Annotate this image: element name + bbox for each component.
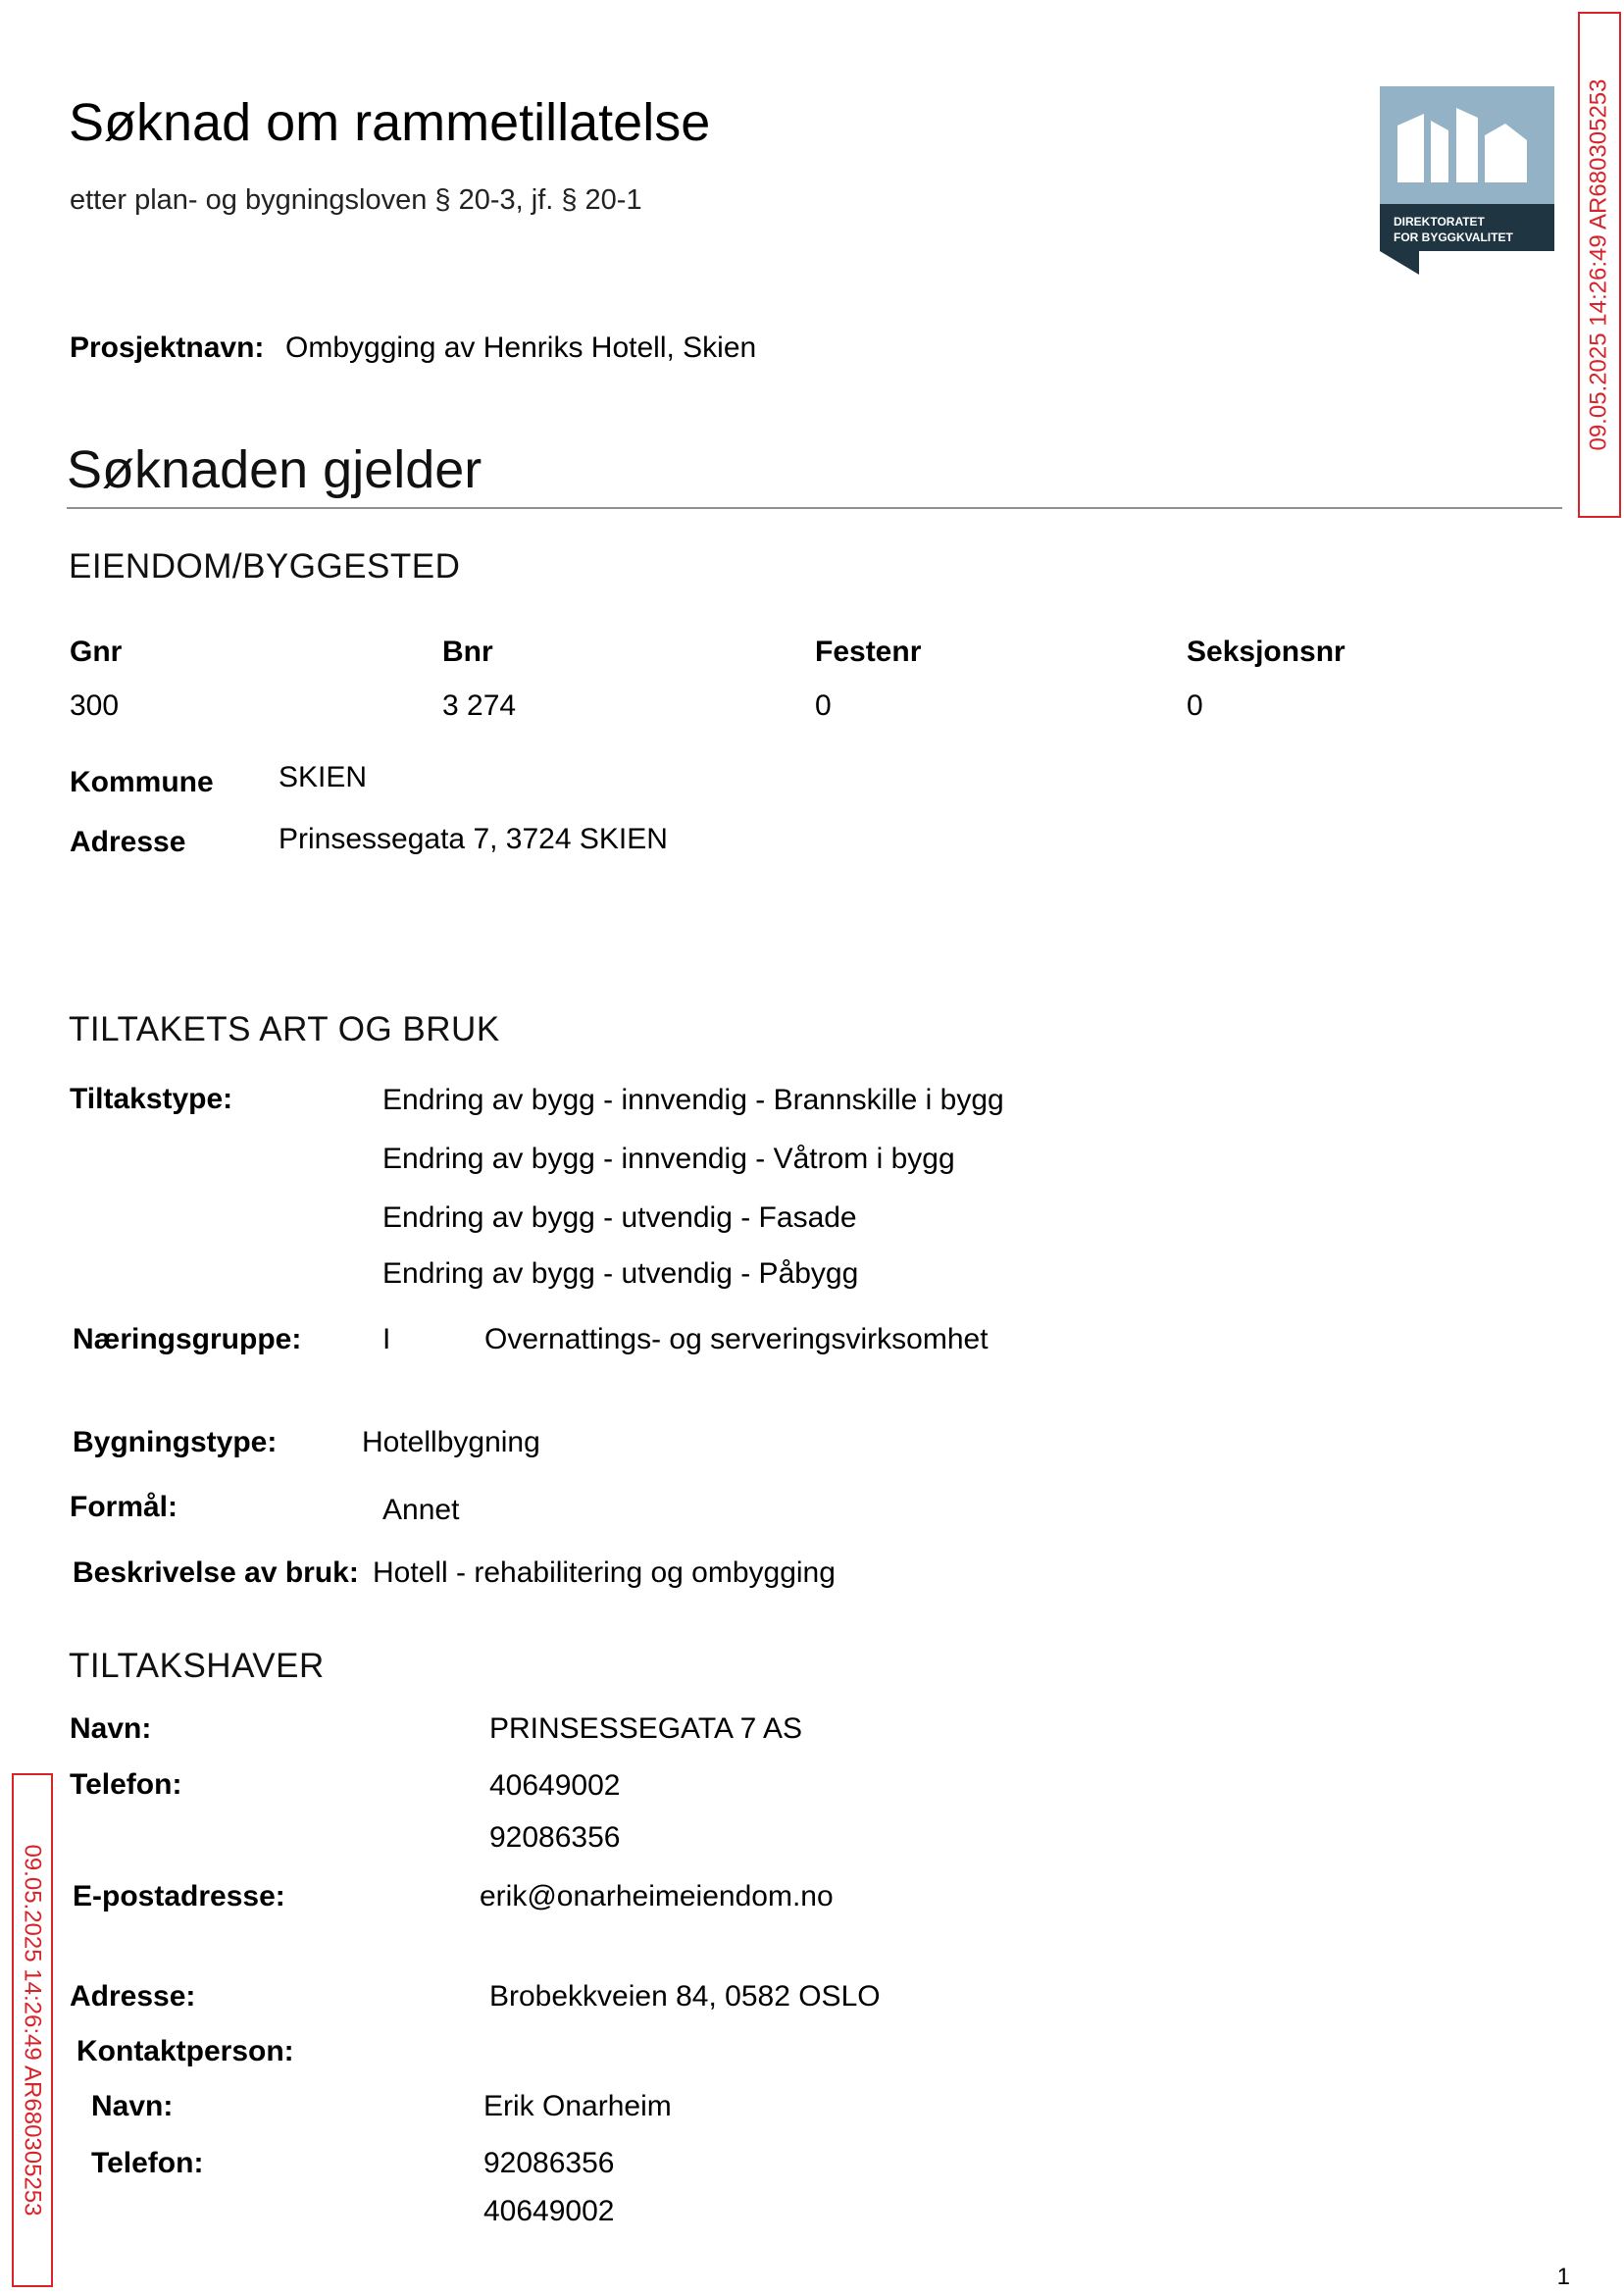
bygningstype-value: Hotellbygning	[362, 1426, 540, 1458]
tiltakstype-label: Tiltakstype:	[70, 1083, 233, 1115]
adresse-value: Prinsessegata 7, 3724 SKIEN	[279, 823, 668, 855]
eiendom-heading: EIENDOM/BYGGESTED	[69, 547, 461, 586]
bygningstype-label: Bygningstype:	[73, 1426, 278, 1458]
epost-value: erik@onarheimeiendom.no	[480, 1880, 834, 1912]
project-name-value: Ombygging av Henriks Hotell, Skien	[285, 331, 757, 364]
logo-text-1: DIREKTORATET	[1394, 215, 1485, 229]
tiltakshaver-navn-label: Navn:	[70, 1712, 152, 1745]
section-divider	[67, 507, 1562, 509]
section-heading: Søknaden gjelder	[67, 440, 482, 499]
beskrivelse-label: Beskrivelse av bruk:	[73, 1556, 359, 1589]
bnr-value: 3 274	[442, 689, 517, 722]
adresse-label: Adresse	[70, 826, 186, 858]
tiltak-heading: TILTAKETS ART OG BRUK	[69, 1010, 500, 1048]
gnr-value: 300	[70, 689, 120, 722]
formal-label: Formål:	[70, 1491, 178, 1523]
festenr-label: Festenr	[815, 636, 922, 668]
tiltakstype-item: Endring av bygg - utvendig - Fasade	[382, 1201, 857, 1234]
kontakt-telefon-value: 92086356	[483, 2147, 615, 2179]
dibk-logo	[1380, 86, 1554, 275]
tiltakshaver-heading: TILTAKSHAVER	[69, 1647, 325, 1685]
beskrivelse-value: Hotell - rehabilitering og ombygging	[373, 1556, 836, 1589]
kommune-value: SKIEN	[279, 761, 368, 793]
naeringsgruppe-label: Næringsgruppe:	[73, 1323, 302, 1355]
naeringsgruppe-code: I	[382, 1323, 391, 1355]
formal-value: Annet	[382, 1494, 460, 1526]
document-subtitle: etter plan- og bygningsloven § 20-3, jf. § 20-1	[70, 184, 642, 216]
festenr-value: 0	[815, 689, 832, 722]
kontakt-navn-label: Navn:	[91, 2090, 174, 2122]
seksjonsnr-value: 0	[1187, 689, 1203, 722]
tiltakstype-item: Endring av bygg - innvendig - Brannskille i bygg	[382, 1084, 1004, 1116]
document-title: Søknad om rammetillatelse	[69, 93, 711, 152]
tiltakshaver-telefon-value: 92086356	[489, 1821, 621, 1854]
kontakt-telefon-label: Telefon:	[91, 2147, 204, 2179]
bnr-label: Bnr	[442, 636, 493, 668]
naeringsgruppe-value: Overnattings- og serveringsvirksomhet	[484, 1323, 989, 1355]
tiltakshaver-telefon-value: 40649002	[489, 1769, 621, 1802]
tiltakstype-item: Endring av bygg - utvendig - Påbygg	[382, 1257, 859, 1290]
gnr-label: Gnr	[70, 636, 123, 668]
kontakt-navn-value: Erik Onarheim	[483, 2090, 672, 2122]
tiltakshaver-adresse-value: Brobekkveien 84, 0582 OSLO	[489, 1980, 881, 2013]
tiltakshaver-telefon-label: Telefon:	[70, 1768, 182, 1801]
tiltakshaver-adresse-label: Adresse:	[70, 1980, 196, 2013]
timestamp-stamp-left: 09.05.2025 14:26:49 AR680305253	[12, 1773, 53, 2287]
page-number: 1	[1556, 2264, 1570, 2290]
tiltakshaver-navn-value: PRINSESSEGATA 7 AS	[489, 1712, 803, 1745]
kontaktperson-label: Kontaktperson:	[76, 2035, 294, 2067]
logo-text-2: FOR BYGGKVALITET	[1394, 230, 1513, 244]
kontakt-telefon-value: 40649002	[483, 2195, 615, 2227]
tiltakstype-item: Endring av bygg - innvendig - Våtrom i bygg	[382, 1143, 955, 1175]
kommune-label: Kommune	[70, 766, 214, 798]
project-name-label: Prosjektnavn:	[70, 331, 265, 364]
timestamp-stamp-top: 09.05.2025 14:26:49 AR680305253	[1578, 12, 1621, 518]
epost-label: E-postadresse:	[73, 1880, 285, 1912]
seksjonsnr-label: Seksjonsnr	[1187, 636, 1345, 668]
